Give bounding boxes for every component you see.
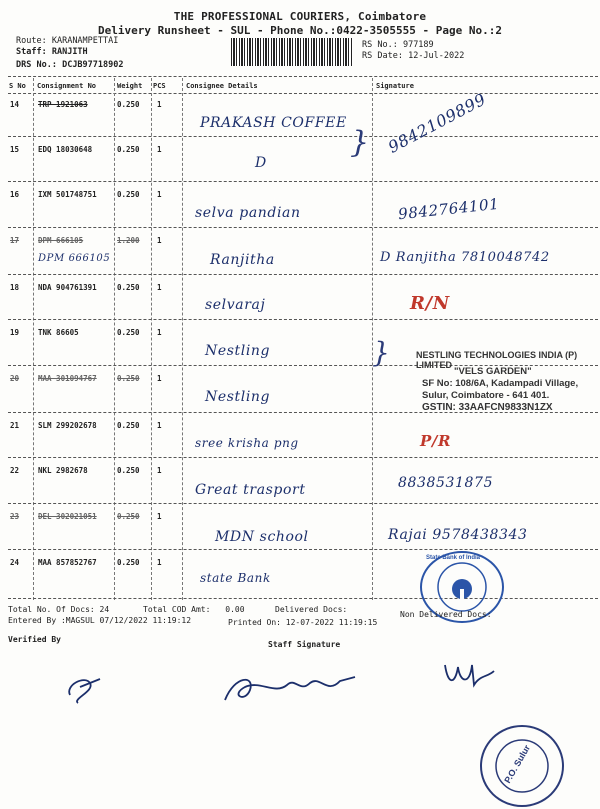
- row-consignment: SLM 299202678: [38, 421, 97, 430]
- row-sno: 23: [10, 512, 20, 521]
- stamp-company-name: NESTLING TECHNOLOGIES INDIA (P) LIMITED: [416, 350, 578, 370]
- runsheet-title: THE PROFESSIONAL COURIERS, Coimbatore: [173, 10, 427, 23]
- handwritten-consignment: DPM 666105: [38, 253, 111, 264]
- row-weight: 0.250: [117, 374, 140, 383]
- row-rule: [8, 319, 598, 320]
- row-rule: [8, 181, 598, 182]
- signature-handwriting: D Ranjitha 7810048742: [380, 250, 550, 265]
- header-top-rule: [8, 76, 598, 77]
- rs-date-label: RS Date:: [362, 51, 403, 61]
- drs-line: [16, 60, 124, 70]
- round-seal-text: P.O. Sulur: [502, 743, 533, 785]
- delivered-docs-label: Delivered Docs:: [275, 605, 348, 614]
- consignee-handwriting: MDN school: [215, 529, 309, 545]
- stamp-line: "VELS GARDEN": [454, 366, 532, 377]
- verified-by-label: Verified By: [8, 635, 61, 644]
- row-pcs: 1: [157, 374, 162, 383]
- total-docs-label: Total No. Of Docs:: [8, 605, 95, 614]
- row-pcs: 1: [157, 283, 162, 292]
- row-weight: 0.250: [117, 190, 140, 199]
- bank-seal-text: State Bank of India: [426, 555, 481, 561]
- route-line: [16, 36, 118, 46]
- total-docs-value: 24: [99, 605, 110, 614]
- row-sno: 16: [10, 190, 20, 199]
- stamp-line: SF No: 108/6A, Kadampadi Village,: [422, 378, 579, 389]
- total-cod-line: [143, 605, 245, 614]
- row-sno: 24: [10, 558, 20, 567]
- staff-signature-label: Staff Signature: [268, 640, 341, 649]
- col-divider: [182, 78, 183, 600]
- route-value: KARANAMPETTAI: [51, 36, 119, 46]
- verifier-signature: [60, 665, 110, 705]
- row-consignment: NKL 2982678: [38, 466, 88, 475]
- staff-line: [16, 47, 88, 57]
- row-sno: 20: [10, 374, 20, 383]
- signature-handwriting: 8838531875: [398, 475, 494, 491]
- staff-signature: [215, 665, 365, 710]
- row-pcs: 1: [157, 190, 162, 199]
- row-weight: 0.250: [117, 466, 140, 475]
- row-sno: 17: [10, 236, 20, 245]
- row-sno: 19: [10, 328, 20, 337]
- row-pcs: 1: [157, 421, 162, 430]
- signature-handwriting: Rajai 9578438343: [388, 527, 528, 543]
- row-consignment: NDA 904761391: [38, 283, 97, 292]
- route-label: Route:: [16, 36, 47, 46]
- total-cod-value: 0.00: [225, 605, 245, 614]
- row-pcs: 1: [157, 100, 162, 109]
- col-sno: S No: [9, 82, 26, 90]
- drs-label: DRS No.:: [16, 60, 57, 70]
- round-seal: [480, 725, 564, 807]
- row-weight: 0.250: [117, 421, 140, 430]
- scribble-signature: [440, 655, 500, 695]
- bracket-mark: }: [372, 336, 391, 369]
- rs-date-value: 12-Jul-2022: [408, 51, 465, 61]
- row-sno: 22: [10, 466, 20, 475]
- col-divider: [33, 78, 34, 600]
- signature-handwriting: 9842109899: [385, 89, 490, 157]
- row-rule: [8, 503, 598, 504]
- row-consignment: MAA 301094767: [38, 374, 97, 383]
- row-consignment: IXM 501748751: [38, 190, 97, 199]
- table-bottom-rule: [8, 598, 598, 599]
- col-consignee: Consignee Details: [186, 82, 258, 90]
- stamp-gstin: GSTIN: 33AAFCN9833N1ZX: [422, 402, 553, 413]
- row-pcs: 1: [157, 145, 162, 154]
- row-rule: [8, 227, 598, 228]
- printed-on: Printed On: 12-07-2022 11:19:15: [228, 618, 378, 627]
- row-consignment: EDQ 18030648: [38, 145, 93, 154]
- row-weight: 0.250: [117, 100, 140, 109]
- row-consignment: MAA 857852767: [38, 558, 97, 567]
- consignee-handwriting: sree krisha png: [195, 436, 299, 450]
- totals-line: [8, 605, 109, 614]
- bracket-mark: }: [350, 125, 370, 160]
- entered-by: Entered By :MAGSUL 07/12/2022 11:19:12: [8, 616, 192, 625]
- rs-no-line: [362, 40, 434, 50]
- signature-handwriting: P/R: [420, 432, 452, 450]
- row-sno: 21: [10, 421, 20, 430]
- row-pcs: 1: [157, 558, 162, 567]
- row-consignment: DPM 666105: [38, 236, 84, 245]
- drs-value: DCJB97718902: [62, 60, 124, 70]
- staff-value: RANJITH: [51, 47, 88, 57]
- runsheet-subtitle: Delivery Runsheet - SUL - Phone No.:0422-3505555 - Page No.:2: [98, 24, 502, 37]
- row-rule: [8, 136, 598, 137]
- total-cod-label: Total COD Amt:: [143, 605, 211, 614]
- row-rule: [8, 457, 598, 458]
- row-consignment: TRP 1921063: [38, 100, 88, 109]
- consignee-handwriting: Great trasport: [195, 482, 306, 498]
- rs-date-line: [362, 51, 464, 61]
- row-rule: [8, 274, 598, 275]
- rs-no-label: RS No.:: [362, 40, 398, 50]
- col-divider: [151, 78, 152, 600]
- row-sno: 14: [10, 100, 20, 109]
- col-consignment: Consignment No: [37, 82, 97, 90]
- consignee-handwriting: D: [255, 155, 267, 171]
- col-signature: Signature: [376, 82, 414, 90]
- row-sno: 18: [10, 283, 20, 292]
- header-bottom-rule: [8, 93, 598, 94]
- signature-handwriting: R/N: [410, 293, 450, 314]
- row-weight: 0.250: [117, 512, 140, 521]
- row-pcs: 1: [157, 512, 162, 521]
- consignee-handwriting: selva pandian: [195, 205, 301, 221]
- row-weight: 0.250: [117, 328, 140, 337]
- row-weight: 1.200: [117, 236, 140, 245]
- consignee-handwriting: state Bank: [200, 571, 271, 585]
- row-pcs: 1: [157, 466, 162, 475]
- row-consignment: TNK 86605: [38, 328, 79, 337]
- staff-label: Staff:: [16, 47, 47, 57]
- consignee-handwriting: Nestling: [205, 389, 271, 405]
- row-rule: [8, 549, 598, 550]
- consignee-handwriting: Nestling: [205, 343, 271, 359]
- consignee-handwriting: selvaraj: [205, 297, 266, 313]
- col-weight: Weight: [117, 82, 143, 90]
- round-seal-graphic: [482, 727, 562, 805]
- row-weight: 0.250: [117, 145, 140, 154]
- stamp-line: Sulur, Coimbatore - 641 401.: [422, 390, 550, 401]
- rs-no-value: 977189: [402, 40, 434, 50]
- non-delivered-docs-label: Non Delivered Docs:: [400, 610, 492, 619]
- col-divider: [114, 78, 115, 600]
- signature-handwriting: 9842764101: [397, 194, 501, 224]
- col-pcs: PCS: [153, 82, 166, 90]
- row-pcs: 1: [157, 328, 162, 337]
- consignee-handwriting: PRAKASH COFFEE: [200, 115, 347, 131]
- row-pcs: 1: [157, 236, 162, 245]
- barcode: [231, 38, 353, 66]
- row-consignment: DEL 302021051: [38, 512, 97, 521]
- consignee-handwriting: Ranjitha: [210, 252, 275, 268]
- row-weight: 0.250: [117, 558, 140, 567]
- company-stamp: [392, 350, 600, 440]
- row-sno: 15: [10, 145, 20, 154]
- row-weight: 0.250: [117, 283, 140, 292]
